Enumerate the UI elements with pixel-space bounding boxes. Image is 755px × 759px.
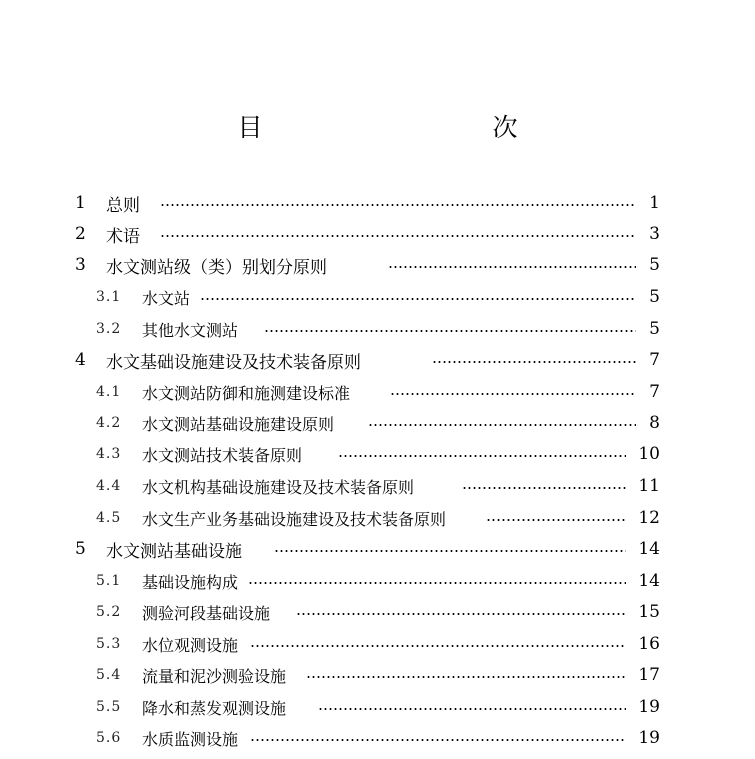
toc-entry-label: 水文站 — [142, 288, 191, 308]
toc-entry-page: 1 — [649, 193, 660, 213]
toc-entry-page: 19 — [638, 728, 660, 748]
toc-entry-page: 5 — [649, 255, 660, 275]
toc-entry-4[interactable] — [0, 345, 755, 375]
toc-entry-1[interactable] — [0, 188, 755, 218]
toc-entry-page: 16 — [638, 634, 660, 654]
dot-leader — [306, 676, 626, 678]
toc-entry-number: 4 — [75, 350, 86, 370]
toc-entry-4-3[interactable] — [0, 439, 755, 469]
toc-entry-label: 水文测站技术装备原则 — [142, 445, 303, 465]
toc-entry-page: 14 — [638, 571, 660, 591]
toc-entry-2[interactable] — [0, 219, 755, 249]
toc-entry-number: 5.4 — [96, 667, 122, 683]
toc-entry-number: 2 — [75, 224, 86, 244]
toc-entry-page: 14 — [638, 539, 660, 559]
toc-entry-number: 5.2 — [96, 604, 122, 620]
toc-entry-3-2[interactable] — [0, 314, 755, 344]
toc-entry-page: 5 — [649, 287, 660, 307]
toc-entry-number: 5.3 — [96, 636, 122, 652]
dot-leader — [432, 361, 636, 363]
dot-leader — [388, 266, 636, 268]
toc-entry-page: 8 — [649, 413, 660, 433]
toc-entry-5-3[interactable] — [0, 629, 755, 659]
dot-leader — [250, 645, 626, 647]
toc-entry-label: 水文机构基础设施建设及技术装备原则 — [142, 477, 415, 497]
toc-entry-page: 3 — [649, 224, 660, 244]
toc-entry-4-2[interactable] — [0, 408, 755, 438]
dot-leader — [318, 708, 626, 710]
toc-entry-label: 水文基础设施建设及技术装备原则 — [106, 352, 361, 373]
toc-entry-label: 降水和蒸发观测设施 — [142, 698, 287, 718]
dot-leader — [264, 330, 636, 332]
toc-entry-label: 总则 — [106, 195, 140, 216]
toc-entry-page: 17 — [638, 665, 660, 685]
page-title: 目 次 — [237, 113, 578, 142]
toc-entry-number: 4.2 — [96, 415, 122, 431]
toc-entry-3[interactable] — [0, 250, 755, 280]
dot-leader — [462, 487, 626, 489]
toc-entry-3-1[interactable] — [0, 282, 755, 312]
toc-entry-label: 水文测站级（类）别划分原则 — [106, 257, 327, 278]
toc-entry-label: 水文测站基础设施建设原则 — [142, 414, 335, 434]
toc-entry-number: 3.2 — [96, 321, 122, 337]
toc-entry-label: 水质监测设施 — [142, 729, 239, 749]
toc-entry-page: 19 — [638, 697, 660, 717]
dot-leader — [338, 455, 626, 457]
dot-leader — [296, 613, 626, 615]
dot-leader — [200, 298, 636, 300]
toc-entry-page: 7 — [649, 350, 660, 370]
toc-entry-page: 10 — [638, 444, 660, 464]
toc-entry-label: 水位观测设施 — [142, 635, 239, 655]
toc-entry-label: 基础设施构成 — [142, 572, 239, 592]
toc-entry-5[interactable] — [0, 534, 755, 564]
toc-entry-label: 水文测站防御和施测建设标准 — [142, 383, 351, 403]
toc-entry-number: 3.1 — [96, 289, 122, 305]
toc-entry-5-6[interactable] — [0, 723, 755, 753]
toc-entry-5-1[interactable] — [0, 566, 755, 596]
toc-entry-label: 其他水文测站 — [142, 320, 239, 340]
toc-entry-page: 11 — [638, 476, 660, 496]
toc-entry-number: 5.6 — [96, 730, 122, 746]
toc-entry-5-4[interactable] — [0, 660, 755, 690]
toc-entry-label: 水文生产业务基础设施建设及技术装备原则 — [142, 509, 447, 529]
dot-leader — [368, 424, 636, 426]
toc-entry-label: 流量和泥沙测验设施 — [142, 666, 287, 686]
toc-entry-label: 测验河段基础设施 — [142, 603, 271, 623]
dot-leader — [160, 204, 636, 206]
toc-entry-number: 5.5 — [96, 699, 122, 715]
dot-leader — [160, 235, 636, 237]
dot-leader — [248, 582, 626, 584]
toc-entry-4-5[interactable] — [0, 503, 755, 533]
toc-entry-number: 4.3 — [96, 446, 122, 462]
toc-entry-number: 5 — [75, 539, 86, 559]
dot-leader — [486, 519, 626, 521]
toc-entry-number: 1 — [75, 193, 86, 213]
toc-entry-page: 7 — [649, 382, 660, 402]
toc-entry-4-4[interactable] — [0, 471, 755, 501]
toc-entry-label: 术语 — [106, 226, 140, 247]
toc-entry-number: 4.1 — [96, 384, 122, 400]
toc-entry-5-2[interactable] — [0, 597, 755, 627]
toc-entry-number: 4.5 — [96, 510, 122, 526]
toc-entry-page: 12 — [638, 508, 660, 528]
dot-leader — [250, 739, 626, 741]
toc-entry-5-5[interactable] — [0, 692, 755, 722]
toc-entry-number: 5.1 — [96, 573, 122, 589]
dot-leader — [274, 550, 626, 552]
toc-entry-number: 3 — [75, 255, 86, 275]
toc-entry-page: 15 — [638, 602, 660, 622]
toc-entry-label: 水文测站基础设施 — [106, 541, 242, 562]
toc-entry-number: 4.4 — [96, 478, 122, 494]
toc-entry-4-1[interactable] — [0, 377, 755, 407]
toc-entry-page: 5 — [649, 319, 660, 339]
dot-leader — [390, 393, 636, 395]
